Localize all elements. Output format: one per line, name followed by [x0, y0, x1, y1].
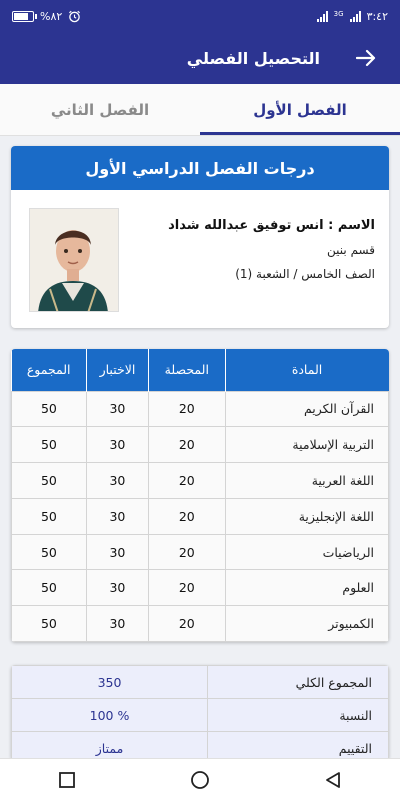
table-row — [12, 391, 389, 427]
battery-percent: %٨٢ — [40, 9, 63, 23]
subject-cell: العلوم — [225, 570, 388, 606]
circle-icon — [190, 770, 210, 790]
recents-button[interactable] — [47, 760, 87, 800]
back-button[interactable] — [352, 44, 380, 72]
signal-icon-2 — [350, 11, 361, 22]
battery-icon — [12, 11, 34, 22]
triangle-back-icon — [324, 771, 342, 789]
header-coursework: المحصلة — [149, 349, 226, 391]
tab-first-semester[interactable]: الفصل الأول — [200, 84, 400, 135]
coursework-cell: 20 — [149, 606, 226, 642]
table-row — [12, 498, 389, 534]
subject-cell: اللغة الإنجليزية — [225, 498, 388, 534]
table-row — [12, 534, 389, 570]
header-exam: الاختبار — [86, 349, 148, 391]
grades-table — [11, 349, 389, 642]
subject-cell: الرياضيات — [225, 534, 388, 570]
grades-header-row — [12, 349, 389, 391]
table-row — [12, 427, 389, 463]
exam-cell: 30 — [86, 463, 148, 499]
total-value: 350 — [12, 666, 208, 699]
student-card-header: درجات الفصل الدراسي الأول — [11, 146, 389, 190]
status-right — [317, 10, 388, 23]
alarm-icon — [68, 10, 81, 23]
total-cell: 50 — [12, 534, 87, 570]
percent-label: النسبة — [208, 699, 389, 732]
rating-label: التقييم — [208, 732, 389, 759]
percent-value: % 100 — [12, 699, 208, 732]
app-title-wrap — [187, 49, 320, 68]
coursework-cell: 20 — [149, 534, 226, 570]
student-details — [168, 218, 375, 281]
total-cell: 50 — [12, 391, 87, 427]
battery-fill — [14, 13, 28, 20]
arrow-right-icon — [356, 49, 376, 67]
exam-cell: 30 — [86, 498, 148, 534]
summary-table — [11, 665, 389, 758]
total-cell: 50 — [12, 463, 87, 499]
network-type: 3G — [333, 9, 344, 18]
page-title: التحصيل الفصلي — [186, 48, 320, 68]
total-cell: 50 — [12, 427, 87, 463]
summary-card — [11, 665, 389, 758]
student-photo — [29, 208, 119, 312]
table-row — [12, 606, 389, 642]
grades-card — [11, 349, 389, 642]
student-grade: الصف الخامس / الشعبة (1) — [235, 267, 375, 281]
table-row — [12, 570, 389, 606]
exam-cell: 30 — [86, 570, 148, 606]
exam-cell: 30 — [86, 427, 148, 463]
system-nav-bar — [0, 758, 400, 800]
total-cell: 50 — [12, 606, 87, 642]
coursework-cell: 20 — [149, 498, 226, 534]
total-cell: 50 — [12, 498, 87, 534]
coursework-cell: 20 — [149, 463, 226, 499]
home-button[interactable] — [180, 760, 220, 800]
summary-row-rating — [12, 732, 389, 759]
subject-cell: الكمبيوتر — [225, 606, 388, 642]
summary-row-total — [12, 666, 389, 699]
exam-cell: 30 — [86, 391, 148, 427]
header-total: المجموع — [12, 349, 87, 391]
student-info — [11, 190, 389, 328]
back-nav-button[interactable] — [313, 760, 353, 800]
exam-cell: 30 — [86, 606, 148, 642]
table-row — [12, 463, 389, 499]
rating-value: ممتاز — [12, 732, 208, 759]
coursework-cell: 20 — [149, 391, 226, 427]
total-cell: 50 — [12, 570, 87, 606]
subject-cell: القرآن الكريم — [225, 391, 388, 427]
coursework-cell: 20 — [149, 427, 226, 463]
coursework-cell: 20 — [149, 570, 226, 606]
status-left — [12, 10, 81, 23]
student-name: الاسم : انس توفيق عبدالله شداد — [168, 218, 375, 233]
header-subject: المادة — [225, 349, 388, 391]
student-card — [11, 146, 389, 328]
square-icon — [58, 771, 76, 789]
semester-tabs — [0, 84, 400, 136]
student-photo-icon — [29, 209, 118, 312]
app-bar — [0, 32, 400, 84]
student-department: قسم بنين — [327, 243, 375, 257]
exam-cell: 30 — [86, 534, 148, 570]
summary-row-percent — [12, 699, 389, 732]
subject-cell: التربية الإسلامية — [225, 427, 388, 463]
status-bar — [0, 0, 400, 32]
status-time: ٣:٤٢ — [366, 9, 388, 23]
tab-second-semester[interactable]: الفصل الثاني — [50, 100, 150, 119]
subject-cell: اللغة العربية — [225, 463, 388, 499]
signal-icon — [317, 11, 328, 22]
total-label: المجموع الكلي — [208, 666, 389, 699]
